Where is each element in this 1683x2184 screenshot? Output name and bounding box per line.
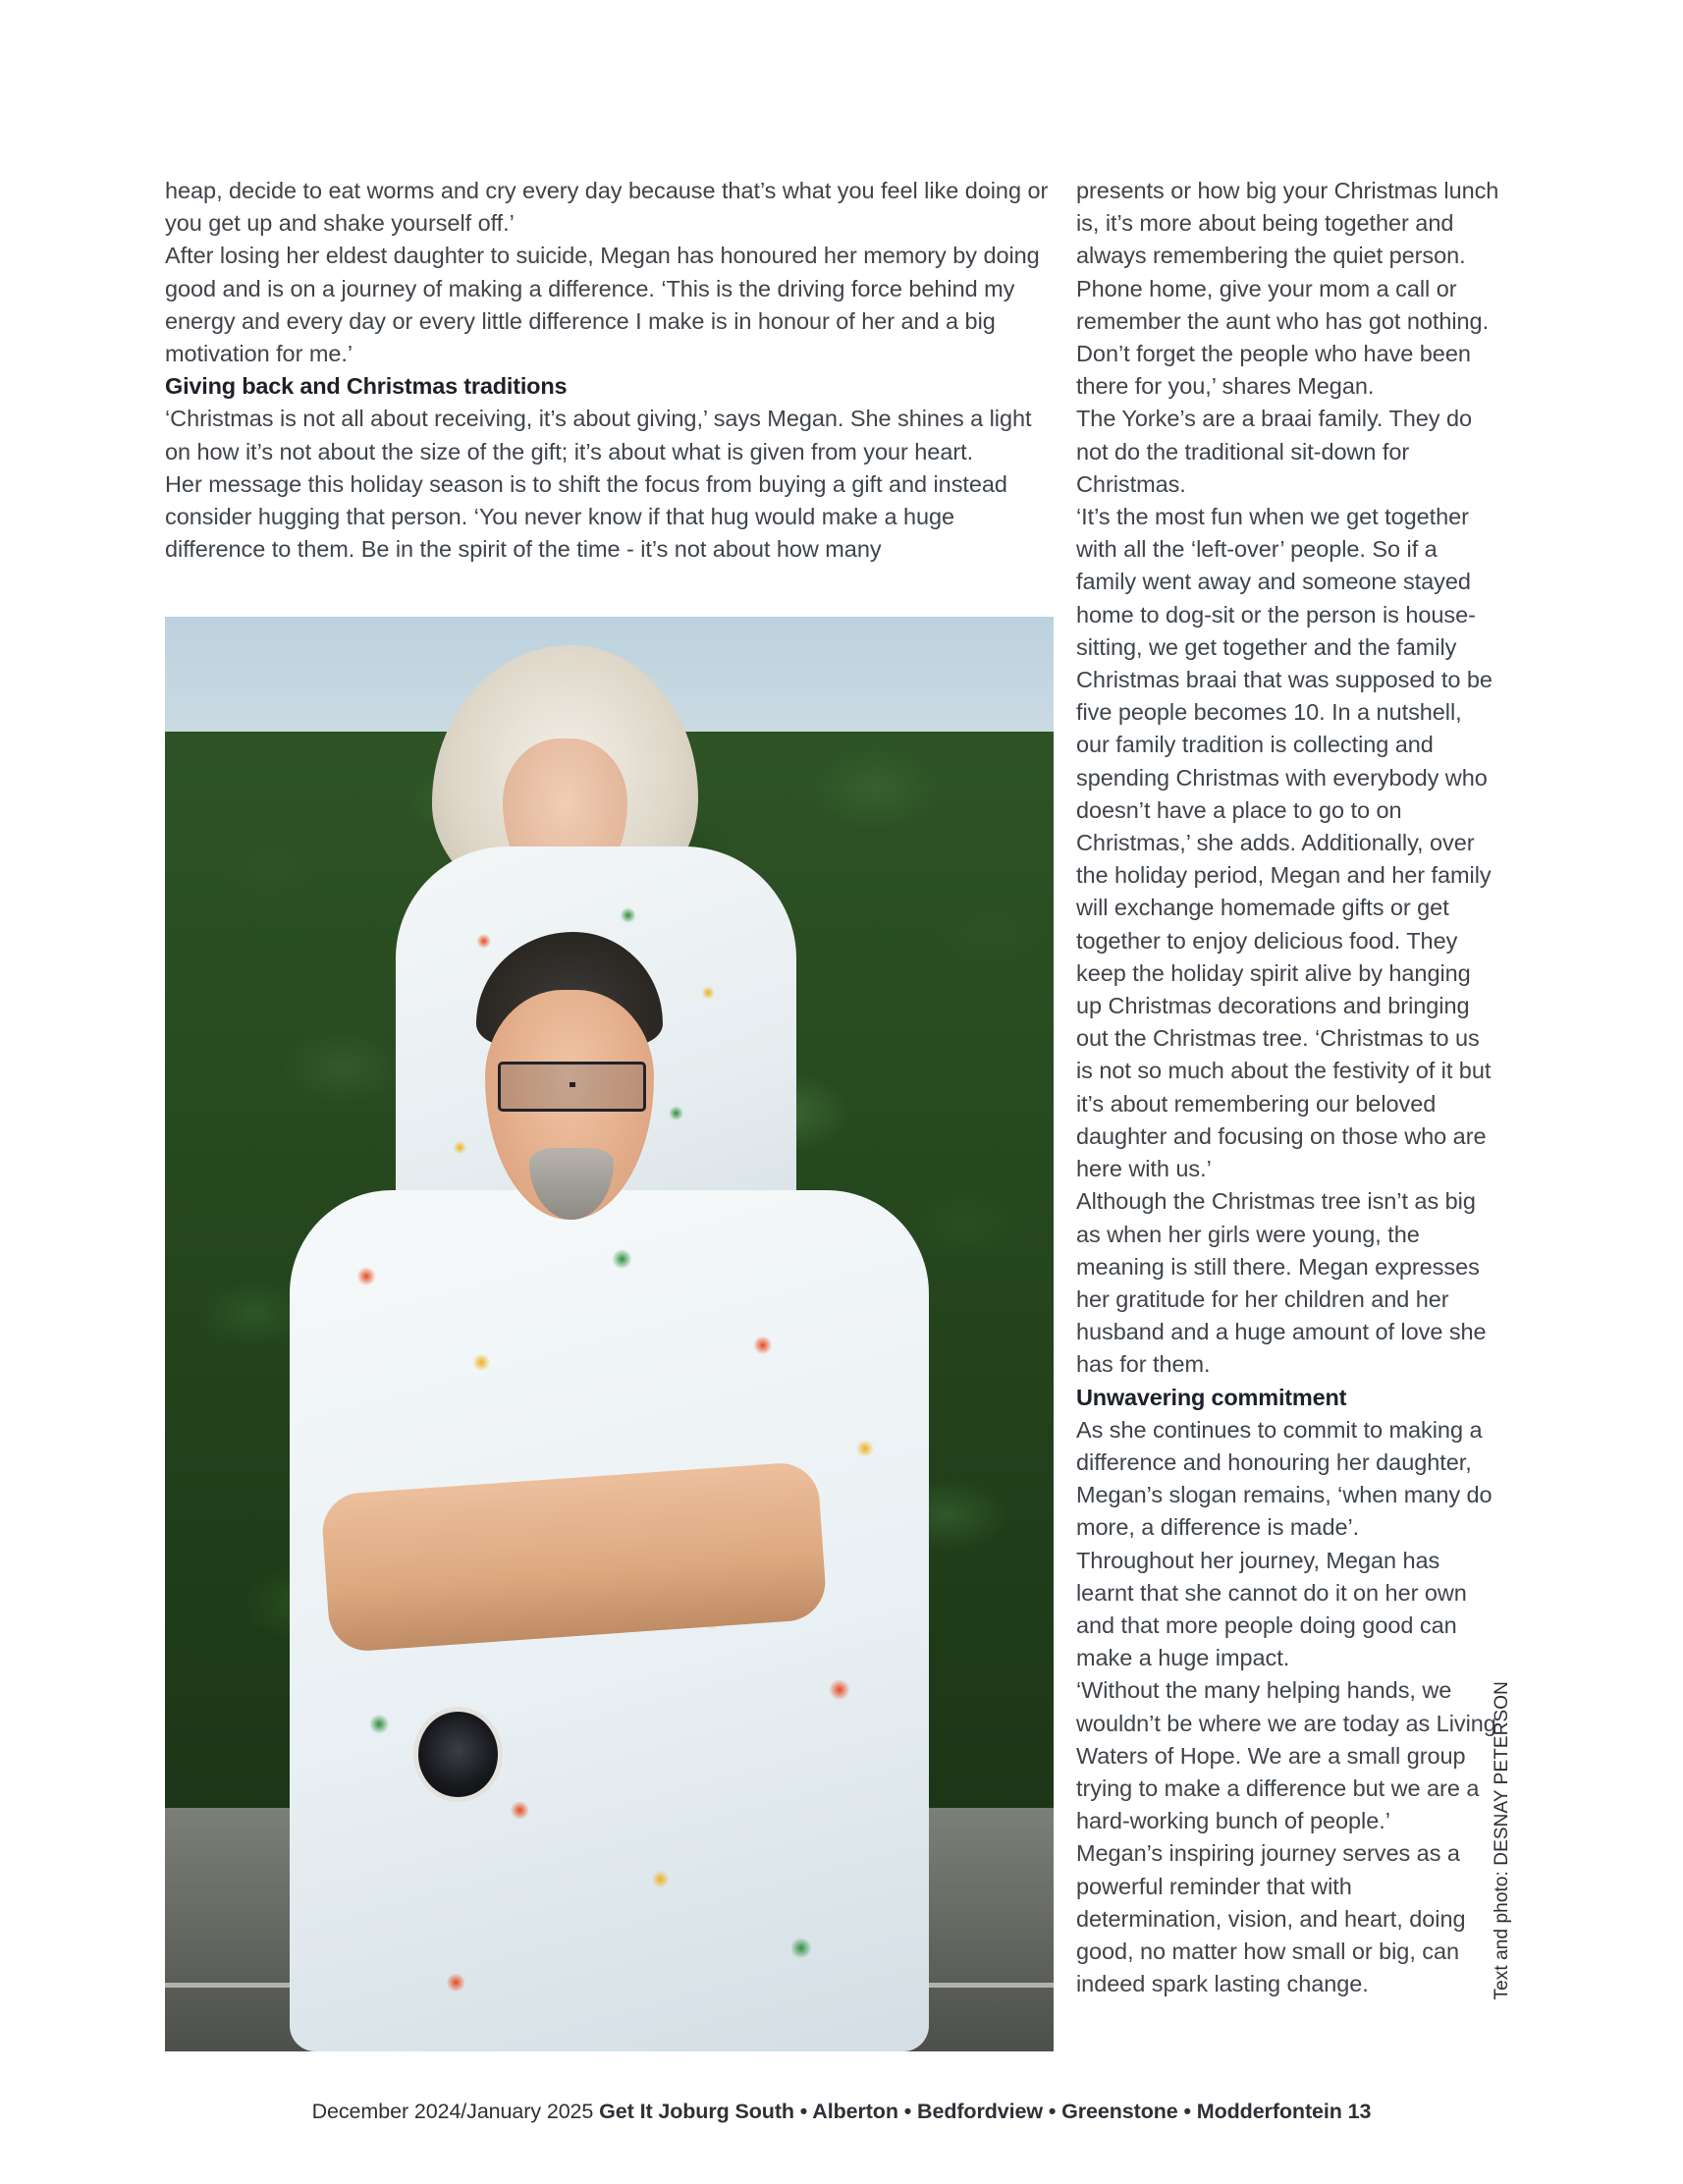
paragraph: Megan’s inspiring journey serves as a powerful reminder that with determination, vision, and heart, doing good, no matter how small or big, can indeed spark lasting change.: [1076, 1840, 1466, 1997]
paragraph: Her message this holiday season is to shift the focus from buying a gift and instead consider hugging that person. ‘You never know if that hug would make a huge difference to them. Be in the spirit of the time - it’s not about how many: [165, 470, 1007, 563]
right-column: [1076, 175, 1500, 2000]
footer-page-number: 13: [1347, 2100, 1372, 2123]
footer-date: December 2024/January 2025: [311, 2100, 600, 2123]
paragraph: Throughout her journey, Megan has learnt that she cannot do it on her own and that more people doing good can make a huge impact.: [1076, 1547, 1467, 1671]
paragraph: heap, decide to eat worms and cry every day because that’s what you feel like doing or you get up and shake yourself off.’: [165, 178, 1049, 237]
subheading-unwavering-commitment: Unwavering commitment: [1076, 1384, 1347, 1410]
article-photo: [165, 617, 1054, 2051]
paragraph: After losing her eldest daughter to suicide, Megan has honoured her memory by doing good and is on a journey of making a difference. ‘This is the driving force behind my energy and every day or every little difference I make is in honour of her and a big motivation for me.’: [165, 243, 1040, 367]
paragraph: The Yorke’s are a braai family. They do not do the traditional sit-down for Christmas.: [1076, 406, 1473, 497]
paragraph: ‘Without the many helping hands, we wouldn’t be where we are today as Living Waters of Hope. We are a small group trying to make a difference but we are a hard-working bunch of people.’: [1076, 1677, 1496, 1834]
paragraph: As she continues to commit to making a difference and honouring her daughter, Megan’s slogan remains, ‘when many do more, a difference is made’.: [1076, 1416, 1493, 1541]
paragraph: presents or how big your Christmas lunch is, it’s more about being together and always remembering the quiet person. Phone home, give your mom a call or remember the aunt who has got nothing. Don’t forget the people who have been there for you,’ shares Megan.: [1076, 178, 1499, 400]
photo-content: [165, 617, 1054, 2051]
photo-man-glasses: [498, 1062, 646, 1112]
footer-masthead: Get It Joburg South • Alberton • Bedfordview • Greenstone • Modderfontein: [599, 2100, 1342, 2123]
photo-wristwatch: [413, 1707, 503, 1801]
paragraph: Although the Christmas tree isn’t as big as when her girls were young, the meaning is still there. Megan expresses her gratitude for her children and her husband and a huge amount of love she has for them.: [1076, 1188, 1487, 1378]
page-footer: [0, 2100, 1683, 2124]
paragraph: ‘Christmas is not all about receiving, it’s about giving,’ says Megan. She shines a light on how it’s not about the size of the gift; it’s about what is given from your heart.: [165, 406, 1032, 464]
paragraph: ‘It’s the most fun when we get together with all the ‘left-over’ people. So if a family went away and someone stayed home to dog-sit or the person is house-sitting, we get together and the family Christmas braai that was supposed to be five people becomes 10. In a nutshell, our family tradition is collecting and spending Christmas with everybody who doesn’t have a place to go to on Christmas,’ she adds. Additionally, over the holiday period, Megan and her family will exchange homemade gifts or get together to enjoy delicious food. They keep the holiday spirit alive by hanging up Christmas decorations and bringing out the Christmas tree. ‘Christmas to us is not so much about the festivity of it but it’s about remembering our beloved daughter and focusing on those who are here with us.’: [1076, 504, 1493, 1182]
left-column-top: [165, 175, 1054, 566]
photo-credit: Text and photo: DESNAY PETERSON: [1492, 1681, 1512, 2000]
subheading-giving-back: Giving back and Christmas traditions: [165, 373, 568, 400]
